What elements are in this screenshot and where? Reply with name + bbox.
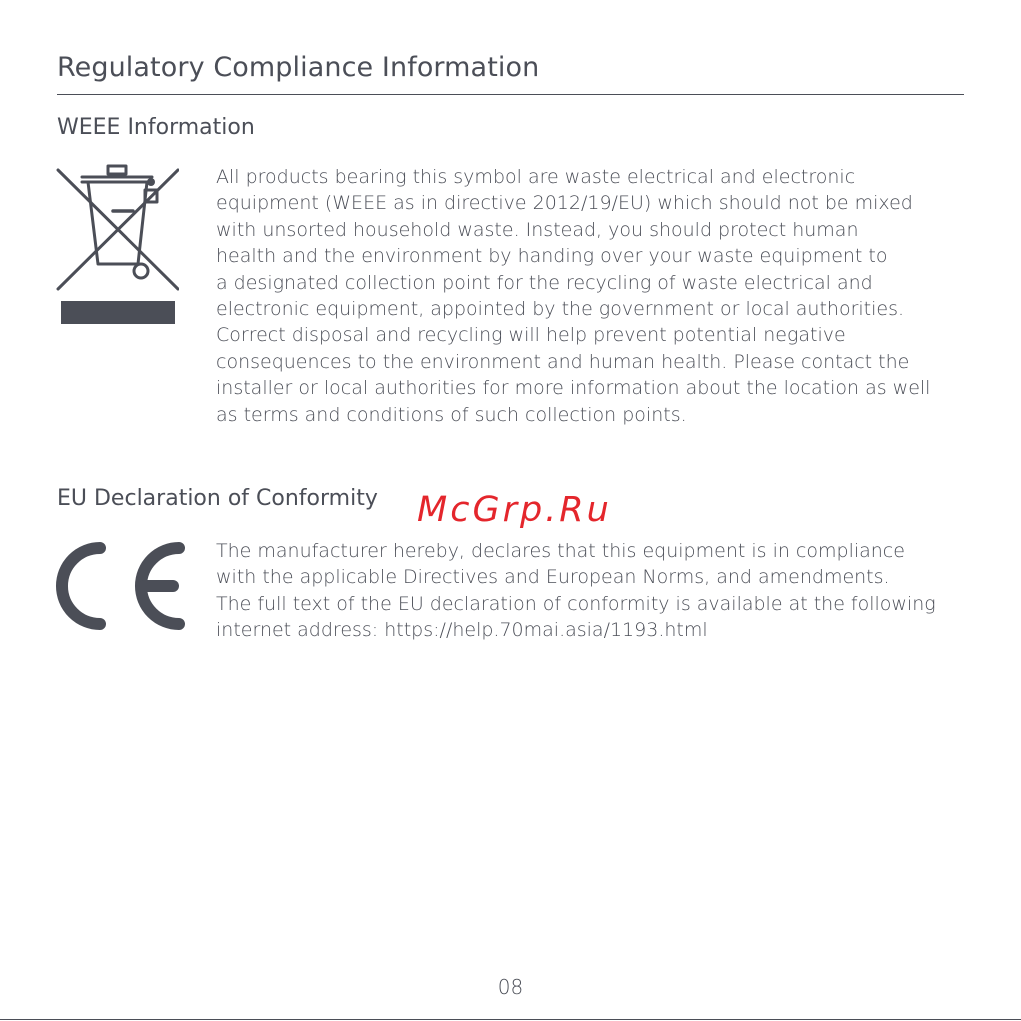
page-title: Regulatory Compliance Information bbox=[57, 52, 540, 83]
text-line: a designated collection point for the recycling of waste electrical and bbox=[216, 271, 873, 294]
page-number: 08 bbox=[497, 975, 524, 999]
ce-mark-icon bbox=[55, 540, 187, 636]
title-divider bbox=[57, 94, 964, 95]
watermark: McGrp.Ru bbox=[417, 490, 612, 530]
text-line: equipment (WEEE as in directive 2012/19/EU) which should not be mixed bbox=[216, 192, 913, 215]
weee-heading: WEEE Information bbox=[57, 115, 255, 140]
text-line: internet address: https://help.70mai.asia/1193.html bbox=[216, 619, 708, 642]
text-line: The full text of the EU declaration of conformity is available at the following bbox=[216, 592, 936, 615]
bottom-divider bbox=[0, 1019, 1021, 1020]
text-line: consequences to the environment and human health. Please contact the bbox=[216, 350, 910, 373]
eu-text bbox=[216, 538, 976, 644]
text-line: The manufacturer hereby, declares that this equipment is in compliance bbox=[216, 540, 905, 562]
text-line: health and the environment by handing over your waste equipment to bbox=[216, 245, 888, 268]
weee-bin-icon bbox=[55, 163, 179, 329]
text-line: installer or local authorities for more information about the location as well bbox=[216, 377, 931, 400]
text-line: electronic equipment, appointed by the government or local authorities. bbox=[216, 298, 905, 321]
text-line: as terms and conditions of such collection points. bbox=[216, 403, 687, 426]
text-line: with unsorted household waste. Instead, you should protect human bbox=[216, 218, 859, 241]
text-line: Correct disposal and recycling will help prevent potential negative bbox=[216, 324, 846, 347]
text-line: All products bearing this symbol are waste electrical and electronic bbox=[216, 166, 856, 188]
weee-text bbox=[216, 164, 976, 428]
eu-heading: EU Declaration of Conformity bbox=[57, 486, 378, 511]
text-line: with the applicable Directives and European Norms, and amendments. bbox=[216, 566, 890, 589]
